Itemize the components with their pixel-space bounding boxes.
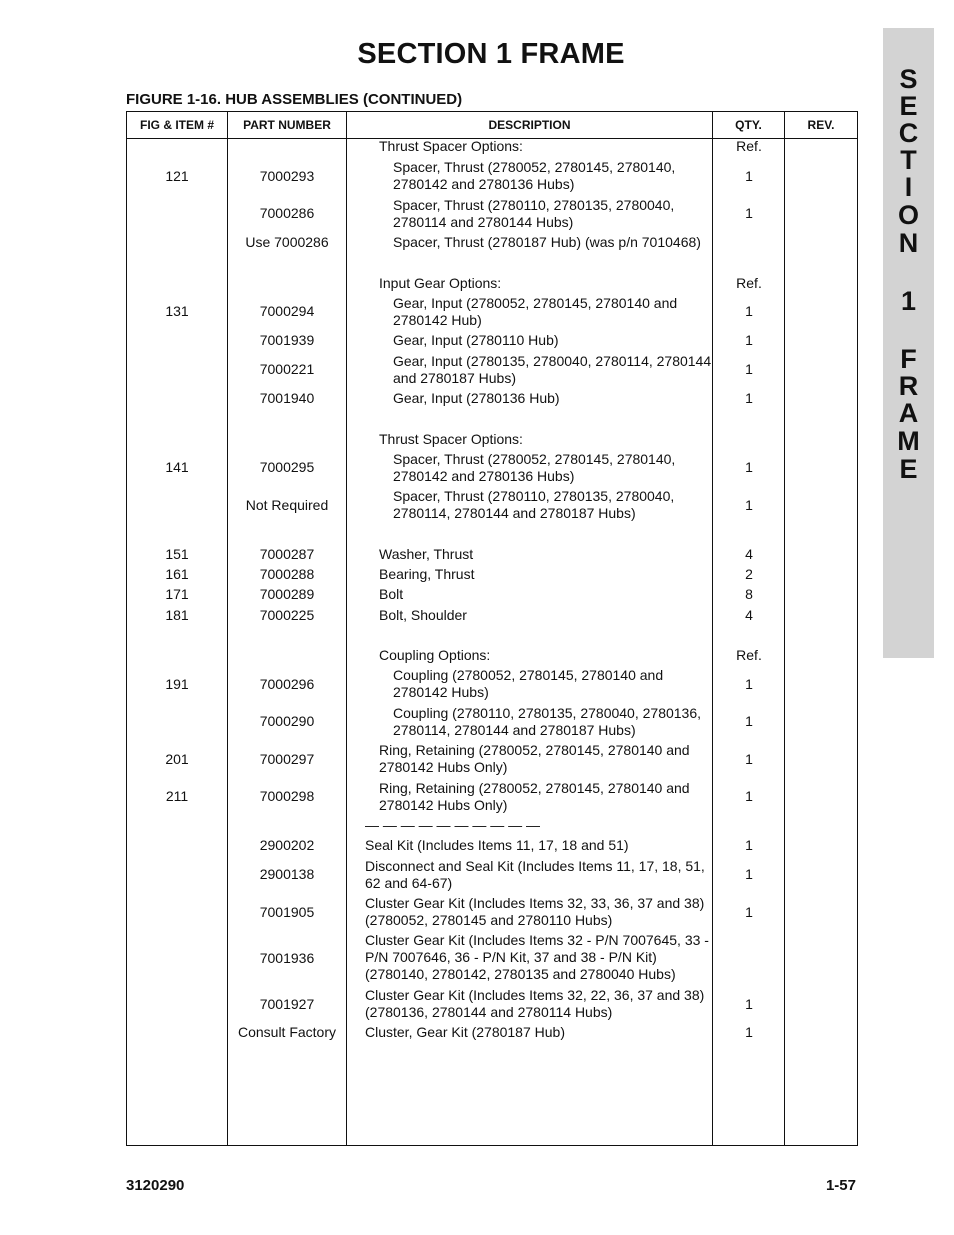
row-qty: 1 [745, 168, 753, 184]
row-part-number: 7001927 [259, 996, 315, 1012]
row-fig-item: 131 [165, 303, 189, 319]
row-part-number: 7000221 [259, 361, 315, 377]
row-part-number: 7000288 [259, 566, 315, 582]
row-description: Cluster Gear Kit (Includes Items 32, 22, 36, 37 and 38) (2780136, 2780144 and 2780114 Hubs) [365, 987, 705, 1020]
row-description: Gear, Input (2780136 Hub) [393, 390, 560, 406]
side-tab-letter: N [898, 228, 919, 258]
side-tab-letter: 1 [900, 286, 917, 316]
row-part-number: 7001940 [259, 390, 315, 406]
row-description: Spacer, Thrust (2780187 Hub) (was p/n 7010468) [393, 234, 701, 250]
row-part-number: 2900138 [259, 866, 315, 882]
row-qty: Ref. [736, 647, 762, 663]
row-description: Bearing, Thrust [379, 566, 475, 582]
row-description: Disconnect and Seal Kit (Includes Items 11, 17, 18, 51, 62 and 64-67) [365, 858, 705, 891]
row-description: Spacer, Thrust (2780110, 2780135, 2780040, 2780114 and 2780144 Hubs) [393, 197, 675, 230]
row-qty: 1 [745, 497, 753, 513]
row-part-number: 7000295 [259, 459, 315, 475]
row-qty: 1 [745, 996, 753, 1012]
row-part-number: 7000298 [259, 788, 315, 804]
row-qty: 1 [745, 205, 753, 221]
row-description: Cluster Gear Kit (Includes Items 32, 33, 36, 37 and 38) (2780052, 2780145 and 2780110 Hubs) [365, 895, 705, 928]
row-fig-item: 191 [165, 676, 189, 692]
row-fig-item: 141 [165, 459, 189, 475]
row-description: Gear, Input (2780052, 2780145, 2780140 and 2780142 Hub) [393, 295, 678, 328]
row-part-number: 7001936 [259, 950, 315, 966]
row-description: Ring, Retaining (2780052, 2780145, 2780140 and 2780142 Hubs Only) [379, 780, 690, 813]
row-qty: Ref. [736, 275, 762, 291]
row-qty: Ref. [736, 138, 762, 154]
side-tab-letter: R [898, 371, 919, 401]
row-qty: 1 [745, 904, 753, 920]
row-description: Spacer, Thrust (2780052, 2780145, 2780140, 2780142 and 2780136 Hubs) [393, 159, 676, 192]
row-description: Thrust Spacer Options: [379, 431, 523, 447]
row-qty: 4 [745, 607, 753, 623]
row-description: Spacer, Thrust (2780052, 2780145, 2780140, 2780142 and 2780136 Hubs) [393, 451, 676, 484]
row-part-number: 7000297 [259, 751, 315, 767]
header-description: DESCRIPTION [488, 118, 571, 132]
row-qty: 2 [745, 566, 753, 582]
row-qty: 1 [745, 676, 753, 692]
page-number: 1-57 [825, 1177, 856, 1194]
side-tab-letter: I [904, 172, 913, 202]
row-description: Coupling (2780052, 2780145, 2780140 and 2780142 Hubs) [393, 667, 664, 700]
section-title: SECTION 1 FRAME [357, 38, 625, 70]
side-tab-letter: A [898, 398, 919, 428]
row-description: Bolt, Shoulder [379, 607, 467, 623]
row-part-number: 7001939 [259, 332, 315, 348]
header-fig-item: FIG & ITEM # [139, 118, 214, 132]
row-description: Cluster Gear Kit (Includes Items 32 - P/N 7007645, 33 - P/N 7007646, 36 - P/N Kit, 37 and 38 - P/N Kit) (2780140, 2780142, 2780135 and 2780040 Hubs) [365, 932, 709, 982]
row-part-number: 7000289 [259, 586, 315, 602]
row-fig-item: 161 [165, 566, 189, 582]
side-tab-letter: O [897, 200, 919, 230]
row-description: Gear, Input (2780110 Hub) [393, 332, 559, 348]
row-fig-item: 151 [165, 546, 189, 562]
side-tab-letter: C [898, 118, 919, 148]
row-qty: 1 [745, 788, 753, 804]
row-description: Gear, Input (2780135, 2780040, 2780114, 2780144 and 2780187 Hubs) [393, 353, 712, 386]
row-part-number: Consult Factory [237, 1024, 337, 1040]
row-qty: 1 [745, 751, 753, 767]
row-qty: 1 [745, 390, 753, 406]
row-part-number: Use 7000286 [245, 234, 329, 250]
row-description: Washer, Thrust [379, 546, 474, 562]
side-tab-letter: T [900, 145, 917, 175]
side-tab-letter: E [899, 454, 918, 484]
row-description: Coupling (2780110, 2780135, 2780040, 2780136, 2780114, 2780144 and 2780187 Hubs) [393, 705, 702, 738]
row-part-number: 7000225 [259, 607, 315, 623]
row-description: Cluster, Gear Kit (2780187 Hub) [365, 1024, 565, 1040]
document-number: 3120290 [126, 1177, 185, 1194]
row-part-number: 7000286 [259, 205, 315, 221]
row-qty: 1 [745, 837, 753, 853]
row-part-number: 2900202 [259, 837, 315, 853]
row-part-number: 7001905 [259, 904, 315, 920]
row-qty: 1 [745, 303, 753, 319]
row-description: Ring, Retaining (2780052, 2780145, 2780140 and 2780142 Hubs Only) [379, 742, 690, 775]
row-part-number: 7000287 [259, 546, 315, 562]
row-fig-item: 121 [165, 168, 189, 184]
row-qty: 8 [745, 586, 753, 602]
header-part-number: PART NUMBER [243, 118, 331, 132]
side-tab-letter: E [899, 91, 918, 121]
row-part-number: 7000290 [259, 713, 315, 729]
header-rev: REV. [807, 118, 835, 132]
row-qty: 4 [745, 546, 753, 562]
row-fig-item: 211 [165, 788, 189, 804]
row-part-number: 7000293 [259, 168, 315, 184]
section-side-tab [883, 28, 934, 658]
row-qty: 1 [745, 332, 753, 348]
row-description: Seal Kit (Includes Items 11, 17, 18 and 51) [365, 837, 629, 853]
row-fig-item: 201 [165, 751, 189, 767]
row-qty: 1 [745, 713, 753, 729]
side-tab-letter: F [900, 344, 917, 374]
row-qty: 1 [745, 866, 753, 882]
side-tab-letter: M [897, 426, 920, 456]
parts-table [126, 111, 858, 1146]
row-qty: 1 [745, 459, 753, 475]
row-part-number: 7000294 [259, 303, 315, 319]
row-fig-item: 171 [165, 586, 189, 602]
row-part-number: Not Required [245, 497, 329, 513]
row-part-number: 7000296 [259, 676, 315, 692]
row-qty: 1 [745, 361, 753, 377]
row-description: Bolt [379, 586, 404, 602]
row-description: Coupling Options: [379, 647, 491, 663]
header-qty: QTY. [735, 118, 762, 132]
row-qty: 1 [745, 1024, 753, 1040]
row-description: Input Gear Options: [379, 275, 502, 291]
side-tab-letter: S [899, 64, 918, 94]
row-description: Thrust Spacer Options: [379, 138, 523, 154]
column-divider [346, 112, 347, 1145]
row-description: Spacer, Thrust (2780110, 2780135, 2780040, 2780114, 2780144 and 2780187 Hubs) [393, 488, 675, 521]
separator-dashes: — — — — — — — — — — [365, 817, 541, 833]
column-divider [784, 112, 785, 1145]
figure-title: FIGURE 1-16. HUB ASSEMBLIES (CONTINUED) [126, 91, 463, 108]
row-fig-item: 181 [165, 607, 189, 623]
column-divider [227, 112, 228, 1145]
